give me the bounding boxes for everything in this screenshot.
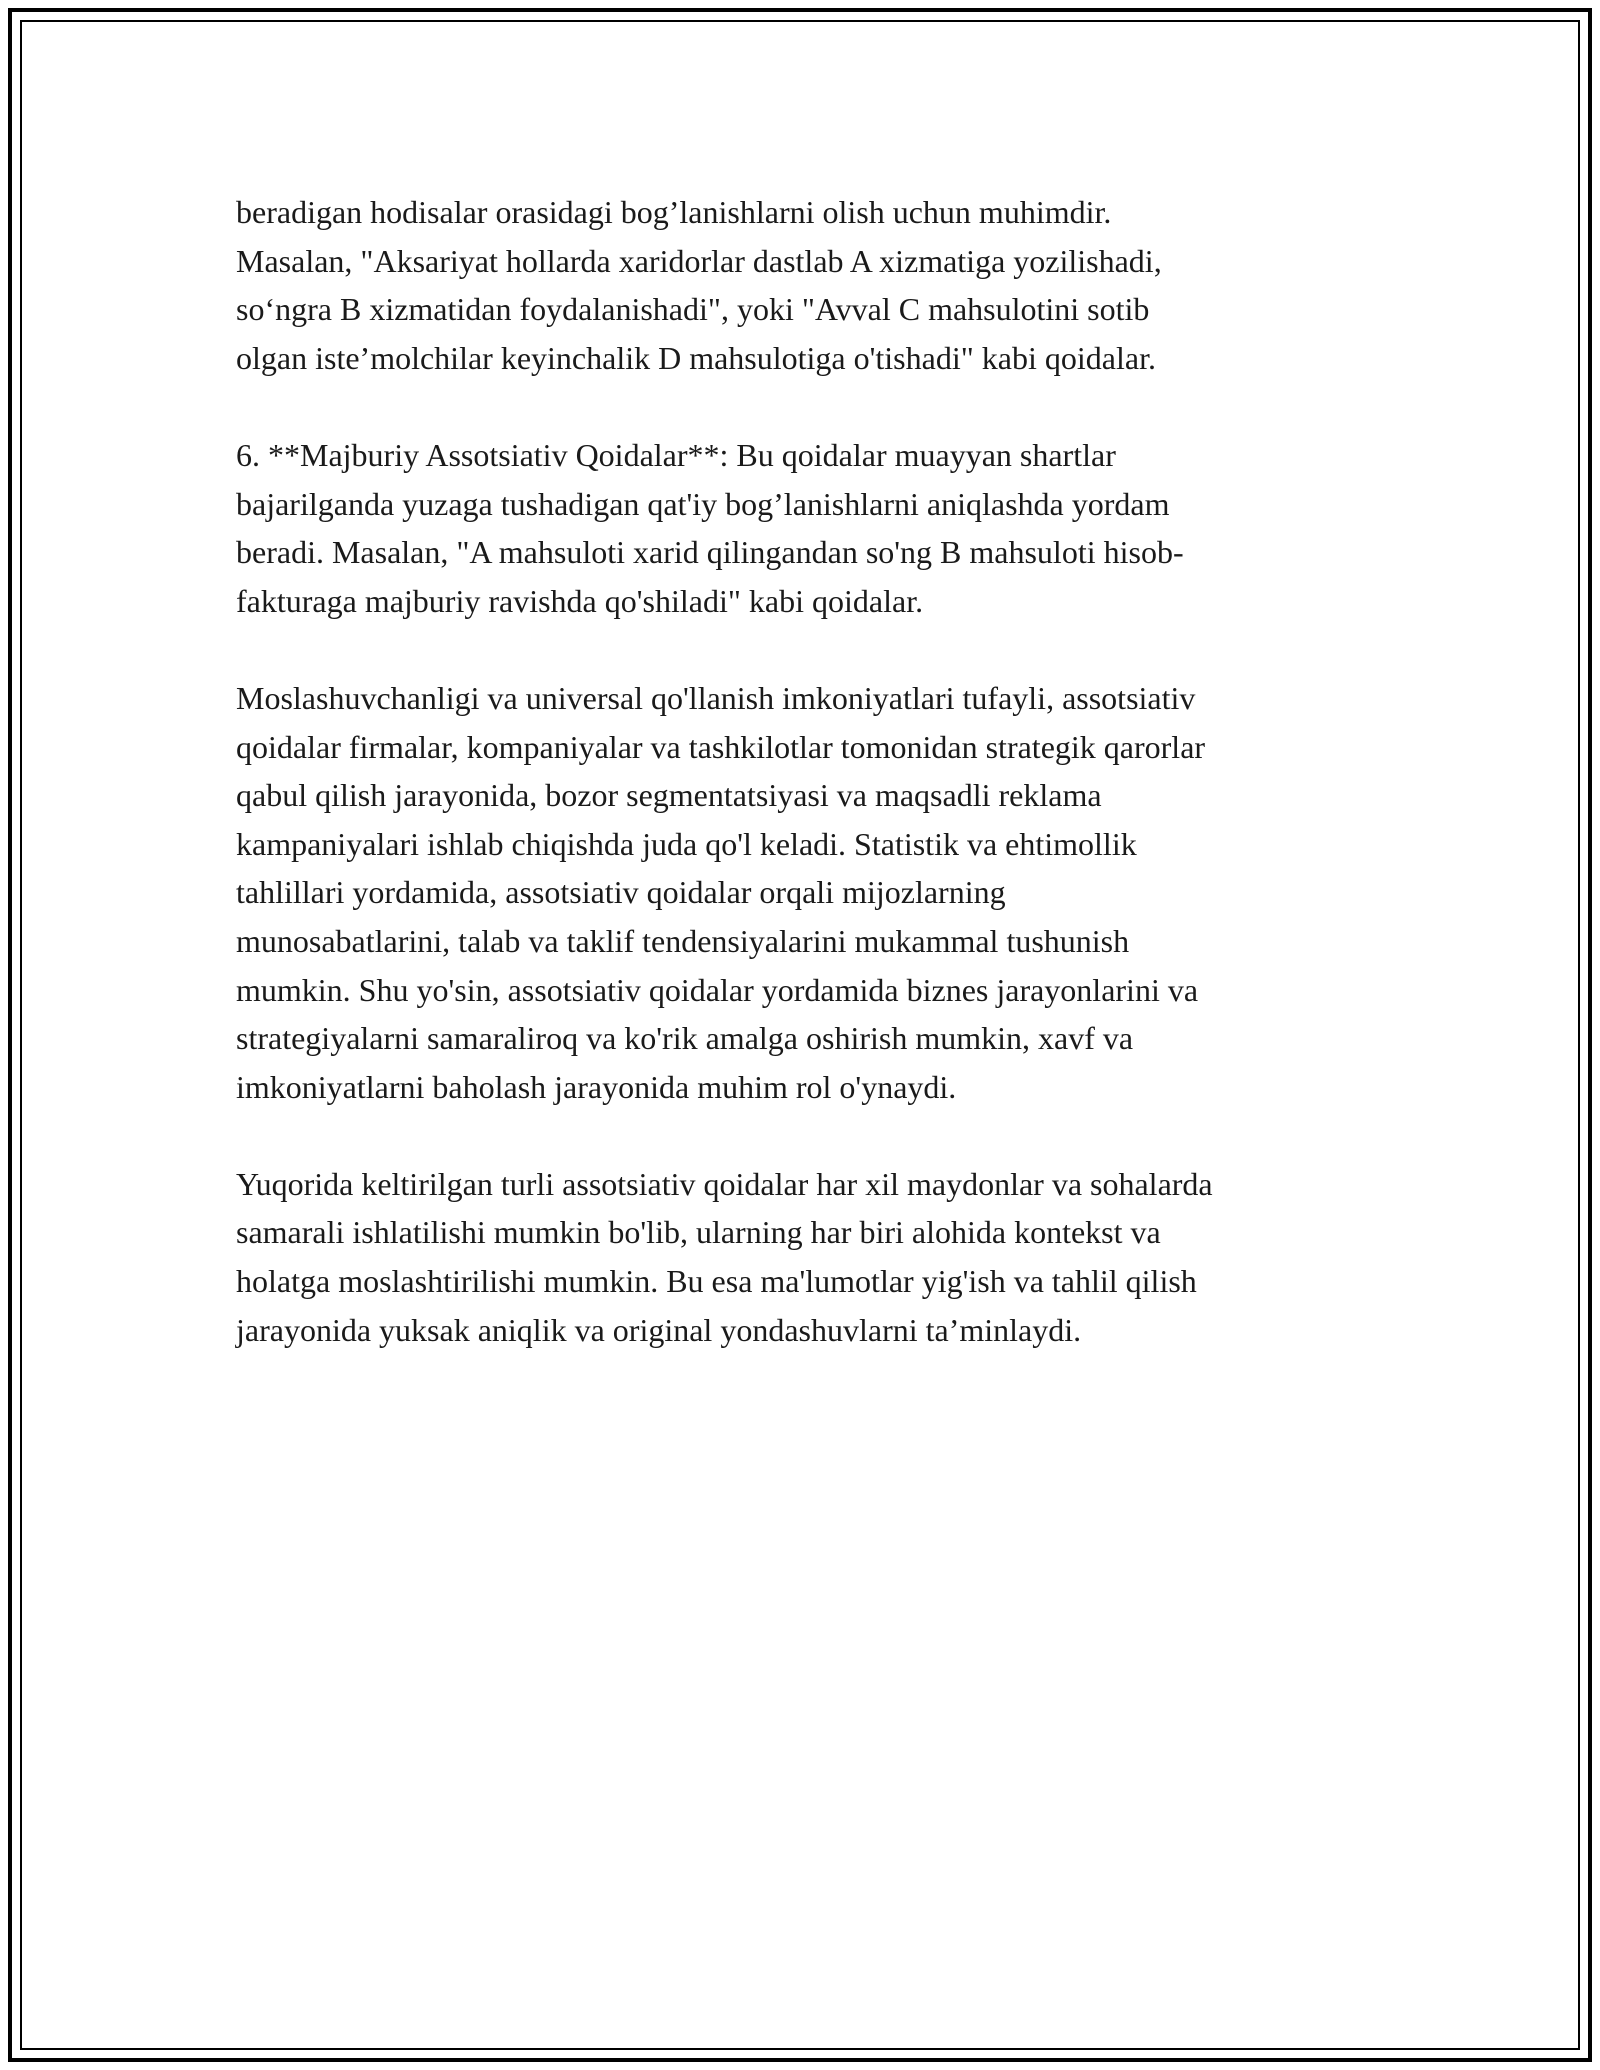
paragraph-mandatory-rules: [236, 431, 1386, 625]
text-line: jarayonida yuksak aniqlik va original yondashuvlarni ta’minlaydi.: [236, 1311, 1082, 1348]
text-line: strategiyalarni samaraliroq va ko'rik amalga oshirish mumkin, xavf va: [236, 1020, 1134, 1057]
paragraph-sequential-rules-example: [236, 188, 1386, 382]
text-line: mumkin. Shu yo'sin, assotsiativ qoidalar yordamida biznes jarayonlarini va: [236, 971, 1199, 1008]
text-line: qoidalar firmalar, kompaniyalar va tashkilotlar tomonidan strategik qarorlar: [236, 728, 1206, 765]
paragraph-flexibility: [236, 674, 1386, 1111]
text-line: munosabatlarini, talab va taklif tendensiyalarini mukammal tushunish: [236, 922, 1130, 959]
text-line: bajarilganda yuzaga tushadigan qat'iy bog’lanishlarni aniqlashda yordam: [236, 485, 1170, 522]
text-line: samarali ishlatilishi mumkin bo'lib, ularning har biri alohida kontekst va: [236, 1214, 1161, 1251]
text-line: fakturaga majburiy ravishda qo'shiladi" kabi qoidalar.: [236, 582, 924, 619]
document-body: [236, 188, 1386, 1403]
text-line: Masalan, "Aksariyat hollarda xaridorlar dastlab A xizmatiga yozilishadi,: [236, 242, 1162, 279]
text-line: Yuqorida keltirilgan turli assotsiativ qoidalar har xil maydonlar va sohalarda: [236, 1165, 1213, 1202]
text-line: qabul qilish jarayonida, bozor segmentatsiyasi va maqsadli reklama: [236, 777, 1102, 814]
paragraph-conclusion: [236, 1160, 1386, 1354]
text-line: olgan iste’molchilar keyinchalik D mahsulotiga o'tishadi" kabi qoidalar.: [236, 339, 1156, 376]
text-line: beradi. Masalan, "A mahsuloti xarid qilingandan so'ng B mahsuloti hisob-: [236, 534, 1184, 571]
text-line: kampaniyalari ishlab chiqishda juda qo'l keladi. Statistik va ehtimollik: [236, 825, 1137, 862]
text-line: so‘ngra B xizmatidan foydalanishadi", yoki "Avval C mahsulotini sotib: [236, 291, 1150, 328]
text-line: holatga moslashtirilishi mumkin. Bu esa ma'lumotlar yig'ish va tahlil qilish: [236, 1263, 1197, 1300]
text-line: Moslashuvchanligi va universal qo'llanish imkoniyatlari tufayli, assotsiativ: [236, 679, 1196, 716]
text-line: 6. **Majburiy Assotsiativ Qoidalar**: Bu qoidalar muayyan shartlar: [236, 436, 1116, 473]
text-line: tahlillari yordamida, assotsiativ qoidalar orqali mijozlarning: [236, 874, 1006, 911]
text-line: imkoniyatlarni baholash jarayonida muhim rol o'ynaydi.: [236, 1068, 957, 1105]
text-line: beradigan hodisalar orasidagi bog’lanishlarni olish uchun muhimdir.: [236, 194, 1112, 230]
